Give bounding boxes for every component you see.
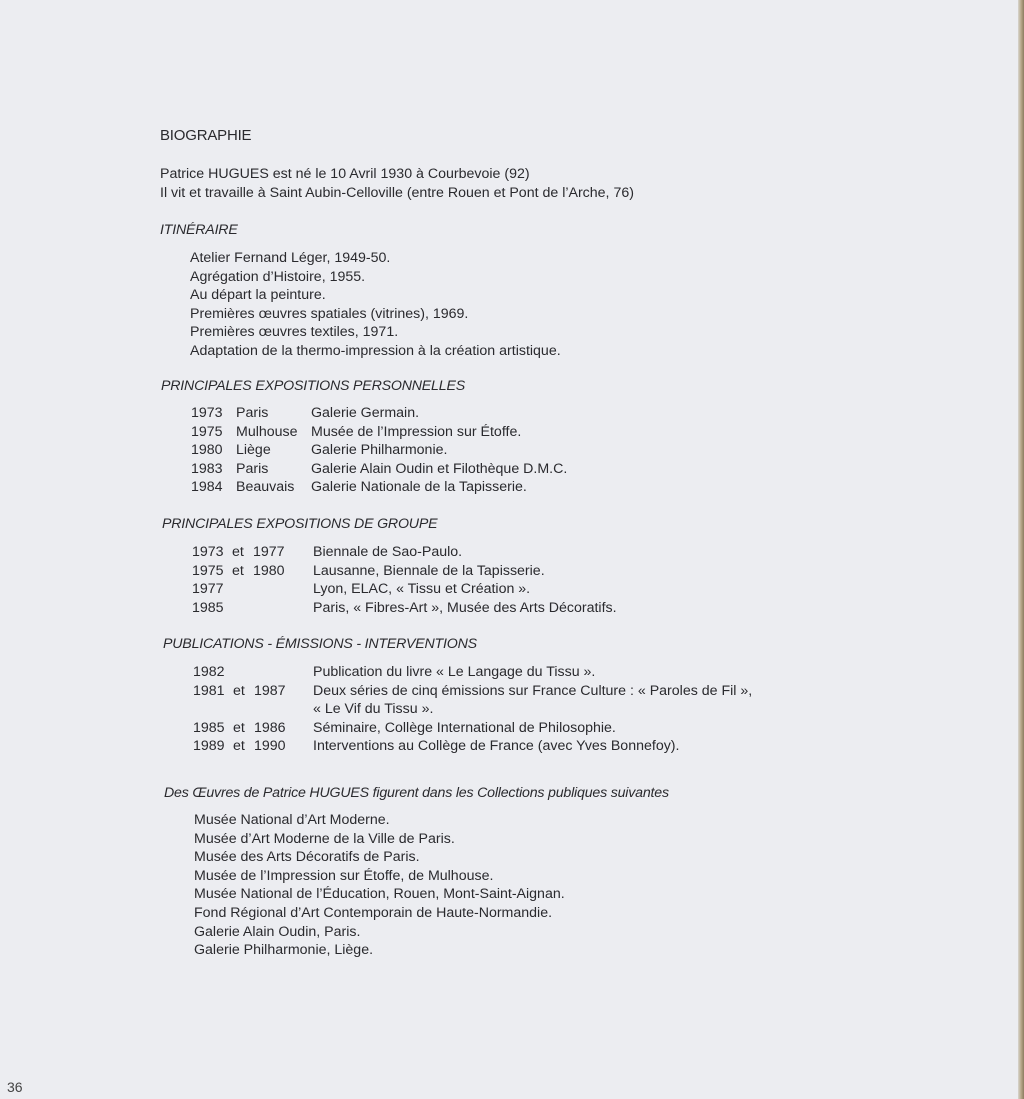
table-row [193,719,813,738]
table-row [191,404,791,423]
list-item: Galerie Alain Oudin, Paris. [194,923,361,940]
table-row [191,460,791,479]
year-start: 1982 [193,664,225,680]
table-row [193,682,813,701]
intro-line: Il vit et travaille à Saint Aubin-Celloville (entre Rouen et Pont de l’Arche, 76) [160,185,634,201]
list-item: Premières œuvres spatiales (vitrines), 1969. [190,305,469,322]
section-title-itineraire: ITINÉRAIRE [160,222,238,238]
city: Paris [236,460,269,477]
table-row [193,700,813,719]
description: Séminaire, Collège International de Philosophie. [313,719,616,736]
venue: Galerie Germain. [311,405,420,421]
year-start: 1973 [192,544,224,560]
list-item: Galerie Philharmonie, Liège. [194,942,374,959]
table-row [191,423,791,442]
year-start: 1981 [193,682,225,699]
city: Mulhouse [236,423,298,440]
intro-line: Patrice HUGUES est né le 10 Avril 1930 à Courbevoie (92) [160,166,530,182]
expo-groupe-table [192,543,792,617]
venue: Musée de l’Impression sur Étoffe. [311,423,522,440]
list-item: Adaptation de la thermo-impression à la création artistique. [190,342,561,359]
section-title-expo-perso: PRINCIPALES EXPOSITIONS PERSONNELLES [161,378,465,394]
publications-table [193,663,813,756]
table-row [191,478,791,497]
itineraire-list [190,249,561,361]
list-item: Musée National de l’Éducation, Rouen, Mont-Saint-Aignan. [194,886,565,903]
list-item: Musée des Arts Décoratifs de Paris. [194,849,420,866]
venue: Galerie Philharmonie. [311,442,448,459]
city: Paris [236,405,269,421]
conjunction: et [232,544,244,560]
conjunction: et [233,719,245,736]
year-end: 1980 [253,562,285,579]
table-row [192,543,792,562]
list-item: Musée de l’Impression sur Étoffe, de Mulhouse. [194,867,494,884]
list-item: Agrégation d’Histoire, 1955. [190,268,366,285]
list-item: Au départ la peinture. [190,287,326,304]
table-row [192,599,792,618]
description: Biennale de Sao-Paulo. [313,544,463,560]
city: Liège [236,442,271,459]
page-heading: BIOGRAPHIE [160,127,252,144]
table-row [193,737,813,756]
list-item: Atelier Fernand Léger, 1949-50. [190,250,391,266]
expo-perso-table [191,404,791,497]
year-start: 1989 [193,738,225,755]
city: Beauvais [236,479,295,496]
year-end: 1987 [254,682,286,699]
description: « Le Vif du Tissu ». [313,701,434,718]
section-title-publications: PUBLICATIONS - ÉMISSIONS - INTERVENTIONS [163,636,477,652]
year-start: 1975 [192,562,224,579]
conjunction: et [232,562,244,579]
description: Lausanne, Biennale de la Tapisserie. [313,562,545,579]
year-start: 1985 [192,599,224,616]
year: 1984 [191,479,223,496]
list-item: Musée National d’Art Moderne. [194,812,390,828]
description: Interventions au Collège de France (avec Yves Bonnefoy). [313,738,680,755]
table-row [191,441,791,460]
table-row [192,562,792,581]
table-row [192,580,792,599]
page-number: 36 [7,1079,23,1095]
section-title-expo-groupe: PRINCIPALES EXPOSITIONS DE GROUPE [162,516,438,532]
year: 1973 [191,405,223,421]
year-start: 1985 [193,719,225,736]
venue: Galerie Alain Oudin et Filothèque D.M.C. [311,460,568,477]
year-end: 1977 [253,544,285,560]
section-title-collections: Des Œuvres de Patrice HUGUES figurent dans les Collections publiques suivantes [164,785,669,801]
conjunction: et [233,682,245,699]
year-end: 1986 [254,719,286,736]
description: Publication du livre « Le Langage du Tissu ». [313,664,596,680]
description: Deux séries de cinq émissions sur France Culture : « Paroles de Fil », [313,682,753,699]
year-start: 1977 [192,581,224,598]
description: Lyon, ELAC, « Tissu et Création ». [313,581,531,598]
collections-list [194,811,565,960]
table-row [193,663,813,682]
year: 1980 [191,442,223,459]
list-item: Musée d’Art Moderne de la Ville de Paris. [194,830,455,847]
year: 1975 [191,423,223,440]
venue: Galerie Nationale de la Tapisserie. [311,479,527,496]
year: 1983 [191,460,223,477]
intro-paragraph [160,165,634,203]
page-binding-edge [1018,0,1024,1099]
year-end: 1990 [254,738,286,755]
description: Paris, « Fibres-Art », Musée des Arts Décoratifs. [313,599,617,616]
list-item: Fond Régional d’Art Contemporain de Haute-Normandie. [194,904,553,921]
conjunction: et [233,738,245,755]
list-item: Premières œuvres textiles, 1971. [190,324,399,341]
